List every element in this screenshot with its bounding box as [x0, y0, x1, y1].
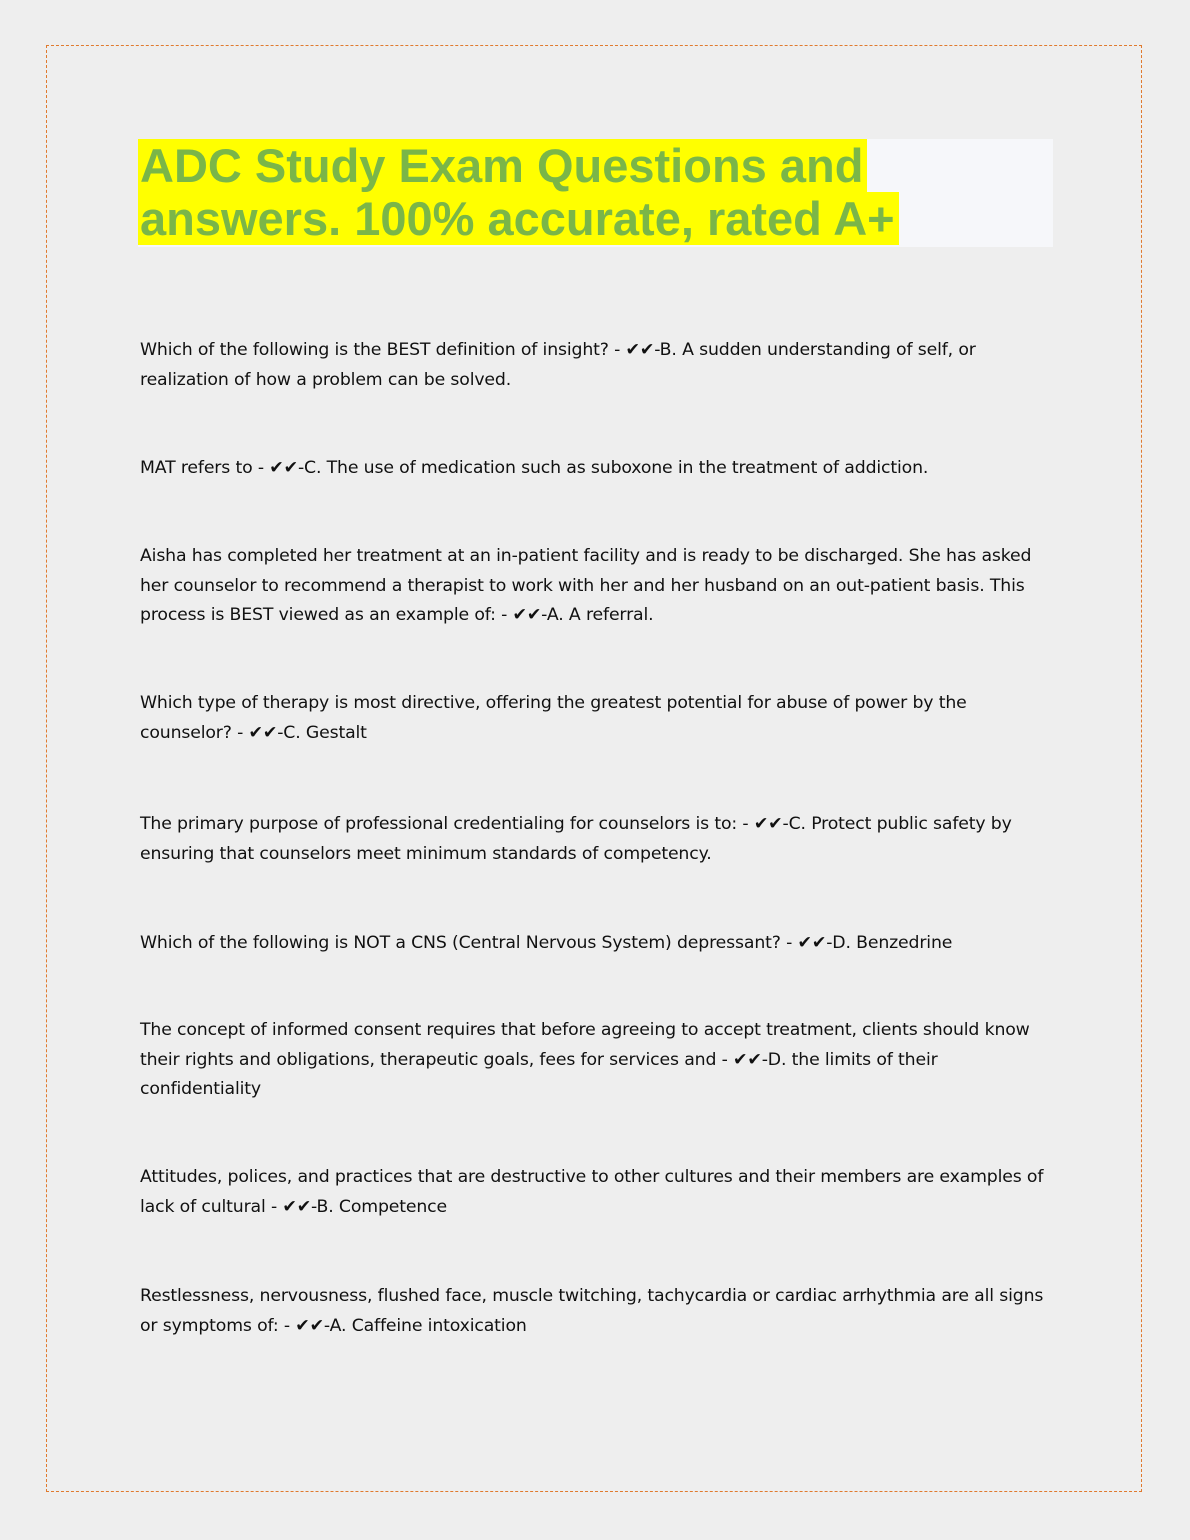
qa-item-5: The primary purpose of professional credentialing for counselors is to: - ✔✔-C. Protect public safety by ensuring that counselors meet minimum standards of competency. [140, 814, 1012, 864]
qa-item-2: MAT refers to - ✔✔-C. The use of medication such as suboxone in the treatment of addiction. [140, 458, 929, 478]
page-title-line-1: ADC Study Exam Questions and [138, 139, 867, 192]
qa-item-3: Aisha has completed her treatment at an in-patient facility and is ready to be discharged. She has asked her counselor to recommend a therapist to work with her and her husband on an out-patient basis. This process is BEST viewed as an example of: - ✔✔-A. A referral. [140, 546, 1032, 625]
qa-item-6: Which of the following is NOT a CNS (Central Nervous System) depressant? - ✔✔-D. Benzedrine [140, 933, 953, 953]
page-title-line-2: answers. 100% accurate, rated A+ [138, 192, 899, 245]
title-block [138, 139, 1053, 247]
page-border [46, 45, 1142, 1492]
qa-item-1: Which of the following is the BEST definition of insight? - ✔✔-B. A sudden understanding of self, or realization of how a problem can be solved. [140, 340, 976, 390]
qa-item-4: Which type of therapy is most directive, offering the greatest potential for abuse of power by the counselor? - ✔✔-C. Gestalt [140, 693, 967, 743]
qa-item-9: Restlessness, nervousness, flushed face, muscle twitching, tachycardia or cardiac arrhythmia are all signs or symptoms of: - ✔✔-A. Caffeine intoxication [140, 1286, 1044, 1336]
qa-item-8: Attitudes, polices, and practices that are destructive to other cultures and their members are examples of lack of cultural - ✔✔-B. Competence [140, 1167, 1044, 1217]
qa-item-7: The concept of informed consent requires that before agreeing to accept treatment, clients should know their rights and obligations, therapeutic goals, fees for services and - ✔✔-D. the limits of their confidentiality [140, 1020, 1030, 1099]
